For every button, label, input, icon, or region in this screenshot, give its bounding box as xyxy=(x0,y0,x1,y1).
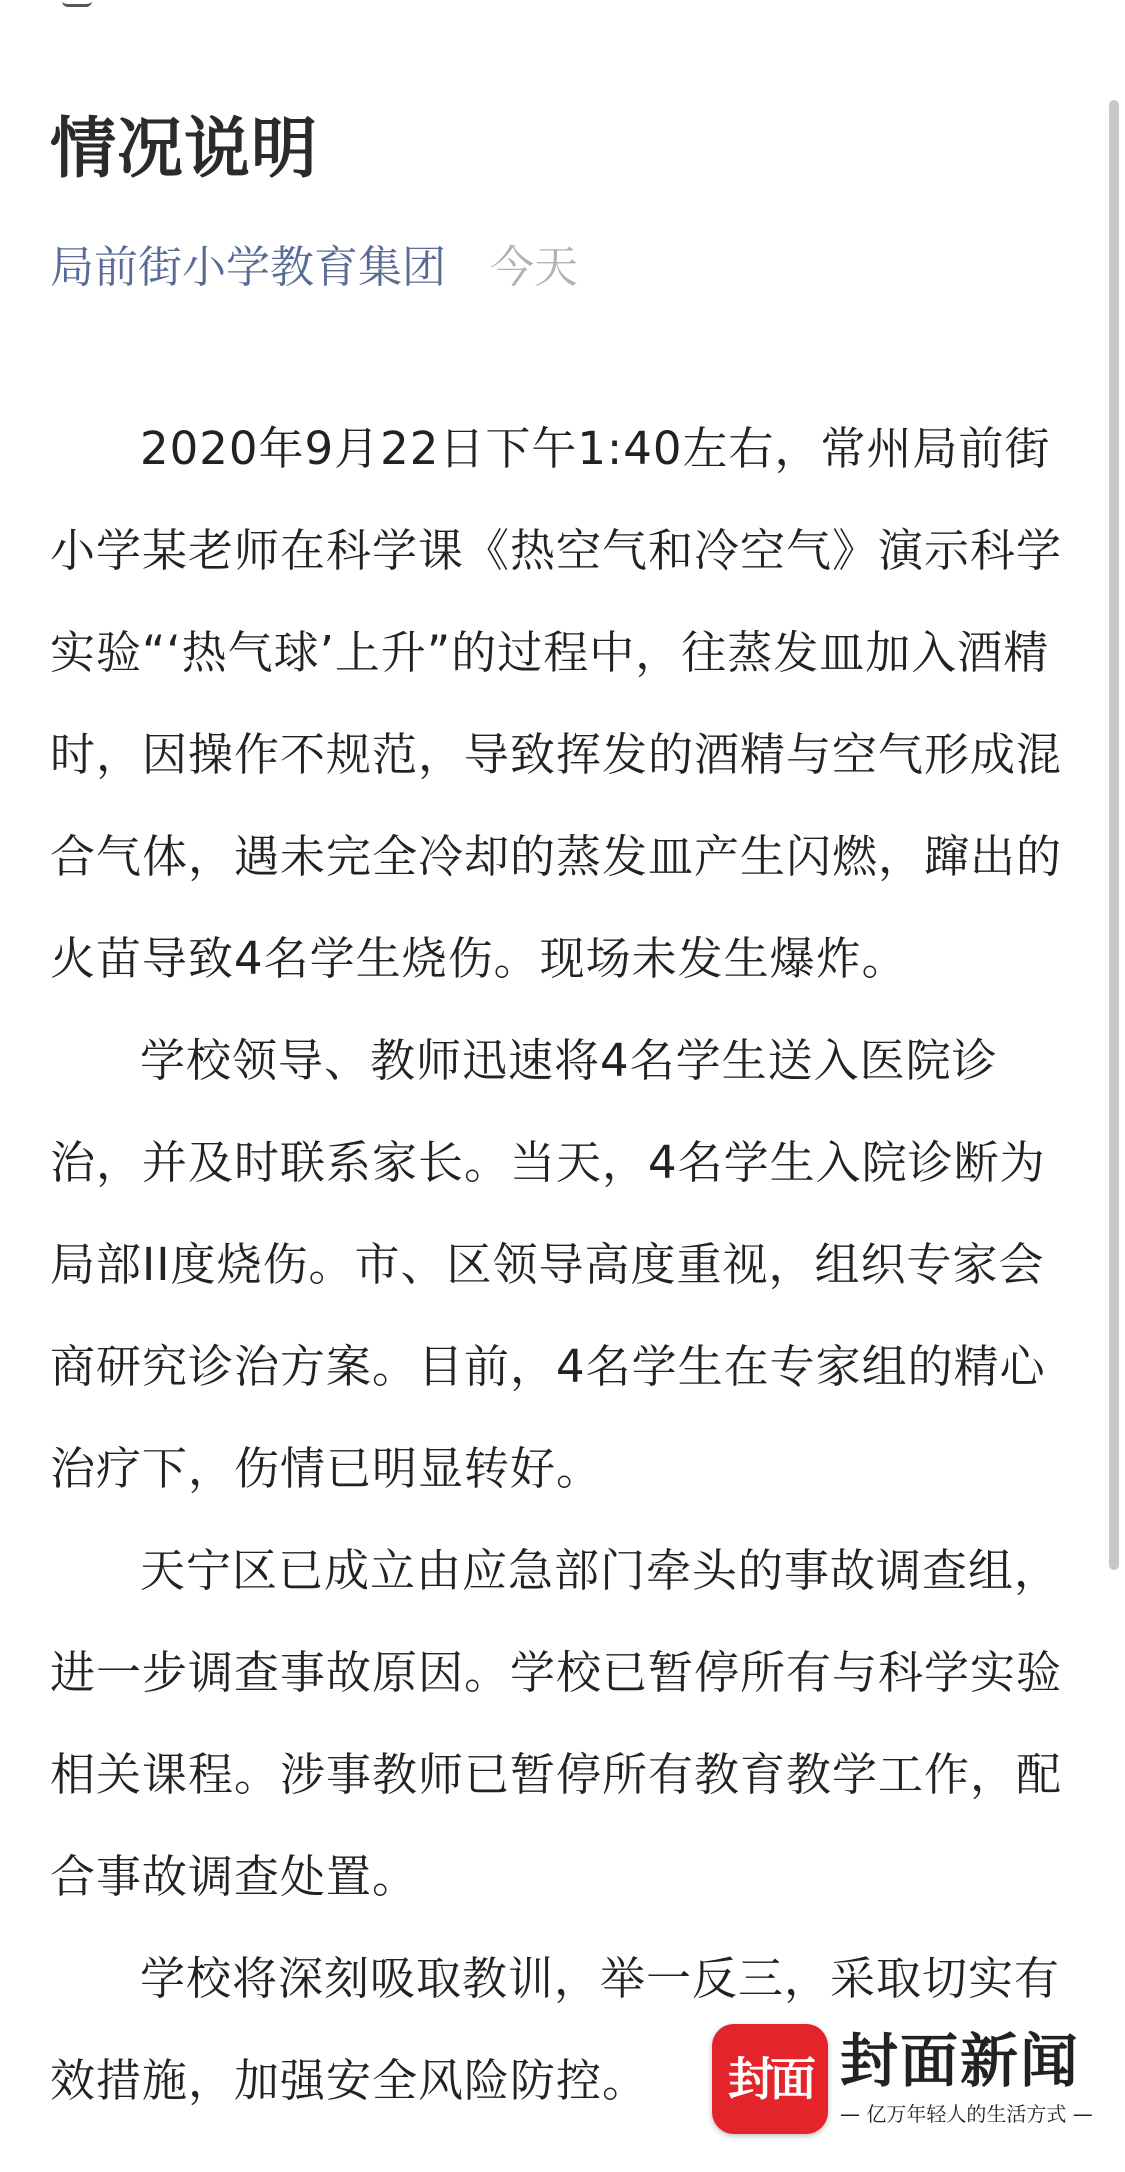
watermark-badge-icon: 封面 xyxy=(712,2024,828,2134)
watermark-slogan: — 亿万年轻人的生活方式 — xyxy=(840,2102,1093,2126)
account-name-link[interactable]: 局前街小学教育集团 xyxy=(50,242,446,293)
paragraph-4: 学校将深刻吸取教训，举一反三，采取切实有效措施，加强安全风险防控。 xyxy=(50,1952,1061,2107)
article-meta xyxy=(50,238,578,298)
paragraph-2: 学校领导、教师迅速将4名学生送入医院诊治，并及时联系家长。当天，4名学生入院诊断为局部II度烧伤。市、区领导高度重视，组织专家会商研究诊治方案。目前，4名学生在专家组的精心治疗下，伤情已明显转好。 xyxy=(50,1034,1046,1495)
watermark-name: 封面新闻 xyxy=(840,2027,1081,2095)
vertical-scrollbar[interactable] xyxy=(1109,100,1119,1570)
publish-date: 今天 xyxy=(490,242,578,293)
paragraph-3: 天宁区已成立由应急部门牵头的事故调查组，进一步调查事故原因。学校已暂停所有与科学实验相关课程。涉事教师已暂停所有教育教学工作，配合事故调查处置。 xyxy=(50,1544,1063,1903)
article-title: 情况说明 xyxy=(50,110,318,187)
paragraph-1: 2020年9月22日下午1:40左右，常州局前街小学某老师在科学课《热空气和冷空气》演示科学实验“‘热气球’上升”的过程中，往蒸发皿加入酒精时，因操作不规范，导致挥发的酒精与空气形成混合气体，遇未完全冷却的蒸发皿产生闪燃，蹿出的火苗导致4名学生烧伤。现场未发生爆炸。 xyxy=(50,422,1063,985)
article-body xyxy=(50,398,1075,2132)
news-watermark-logo xyxy=(712,2024,1093,2134)
